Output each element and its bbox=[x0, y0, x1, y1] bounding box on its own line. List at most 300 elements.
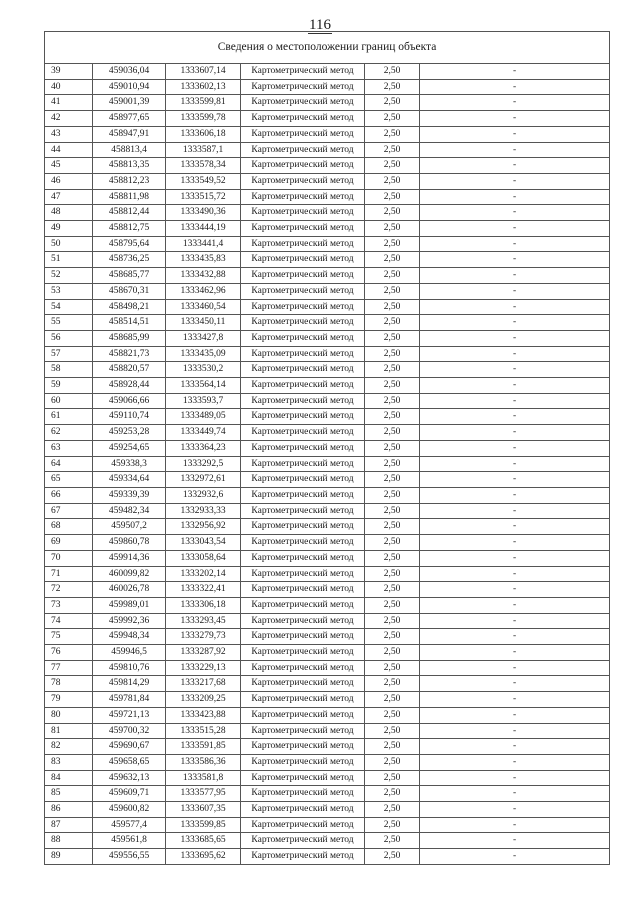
point-number-cell: 40 bbox=[45, 79, 93, 95]
description-cell: - bbox=[420, 519, 610, 535]
point-number-cell: 87 bbox=[45, 817, 93, 833]
description-cell: - bbox=[420, 723, 610, 739]
description-cell: - bbox=[420, 535, 610, 551]
description-cell: - bbox=[420, 189, 610, 205]
method-cell: Картометрический метод bbox=[241, 833, 365, 849]
accuracy-cell: 2,50 bbox=[365, 786, 420, 802]
x-coordinate-cell: 459992,36 bbox=[93, 613, 166, 629]
accuracy-cell: 2,50 bbox=[365, 378, 420, 394]
method-cell: Картометрический метод bbox=[241, 770, 365, 786]
point-number-cell: 60 bbox=[45, 393, 93, 409]
table-row bbox=[45, 645, 610, 661]
table-row bbox=[45, 535, 610, 551]
accuracy-cell: 2,50 bbox=[365, 770, 420, 786]
y-coordinate-cell: 1333423,88 bbox=[166, 707, 241, 723]
point-number-cell: 42 bbox=[45, 111, 93, 127]
y-coordinate-cell: 1333599,81 bbox=[166, 95, 241, 111]
table-row bbox=[45, 802, 610, 818]
description-cell: - bbox=[420, 111, 610, 127]
x-coordinate-cell: 459721,13 bbox=[93, 707, 166, 723]
table-row bbox=[45, 111, 610, 127]
x-coordinate-cell: 459338,3 bbox=[93, 456, 166, 472]
page-number-text: 116 bbox=[309, 17, 331, 33]
table-row bbox=[45, 315, 610, 331]
y-coordinate-cell: 1333490,36 bbox=[166, 205, 241, 221]
table-row bbox=[45, 487, 610, 503]
accuracy-cell: 2,50 bbox=[365, 158, 420, 174]
table-row bbox=[45, 786, 610, 802]
accuracy-cell: 2,50 bbox=[365, 142, 420, 158]
description-cell: - bbox=[420, 692, 610, 708]
description-cell: - bbox=[420, 487, 610, 503]
point-number-cell: 49 bbox=[45, 221, 93, 237]
y-coordinate-cell: 1333217,68 bbox=[166, 676, 241, 692]
x-coordinate-cell: 459066,66 bbox=[93, 393, 166, 409]
x-coordinate-cell: 458821,73 bbox=[93, 346, 166, 362]
accuracy-cell: 2,50 bbox=[365, 126, 420, 142]
table-row bbox=[45, 330, 610, 346]
y-coordinate-cell: 1333279,73 bbox=[166, 629, 241, 645]
x-coordinate-cell: 458947,91 bbox=[93, 126, 166, 142]
table-row bbox=[45, 660, 610, 676]
point-number-cell: 89 bbox=[45, 849, 93, 865]
table-title: Сведения о местоположении границ объекта bbox=[45, 32, 610, 64]
accuracy-cell: 2,50 bbox=[365, 723, 420, 739]
description-cell: - bbox=[420, 456, 610, 472]
method-cell: Картометрический метод bbox=[241, 268, 365, 284]
method-cell: Картометрический метод bbox=[241, 786, 365, 802]
table-row bbox=[45, 692, 610, 708]
table-row bbox=[45, 425, 610, 441]
point-number-cell: 79 bbox=[45, 692, 93, 708]
point-number-cell: 81 bbox=[45, 723, 93, 739]
description-cell: - bbox=[420, 252, 610, 268]
x-coordinate-cell: 458812,75 bbox=[93, 221, 166, 237]
point-number-cell: 55 bbox=[45, 315, 93, 331]
description-cell: - bbox=[420, 754, 610, 770]
table-row bbox=[45, 221, 610, 237]
method-cell: Картометрический метод bbox=[241, 440, 365, 456]
accuracy-cell: 2,50 bbox=[365, 252, 420, 268]
x-coordinate-cell: 459609,71 bbox=[93, 786, 166, 802]
description-cell: - bbox=[420, 315, 610, 331]
table-row bbox=[45, 676, 610, 692]
table-row bbox=[45, 236, 610, 252]
y-coordinate-cell: 1333599,85 bbox=[166, 817, 241, 833]
accuracy-cell: 2,50 bbox=[365, 754, 420, 770]
description-cell: - bbox=[420, 786, 610, 802]
description-cell: - bbox=[420, 378, 610, 394]
y-coordinate-cell: 1333058,64 bbox=[166, 550, 241, 566]
point-number-cell: 73 bbox=[45, 597, 93, 613]
accuracy-cell: 2,50 bbox=[365, 330, 420, 346]
method-cell: Картометрический метод bbox=[241, 550, 365, 566]
x-coordinate-cell: 458977,65 bbox=[93, 111, 166, 127]
table-row bbox=[45, 456, 610, 472]
description-cell: - bbox=[420, 142, 610, 158]
point-number-cell: 63 bbox=[45, 440, 93, 456]
point-number-cell: 82 bbox=[45, 739, 93, 755]
point-number-cell: 62 bbox=[45, 425, 93, 441]
description-cell: - bbox=[420, 660, 610, 676]
accuracy-cell: 2,50 bbox=[365, 425, 420, 441]
point-number-cell: 52 bbox=[45, 268, 93, 284]
accuracy-cell: 2,50 bbox=[365, 739, 420, 755]
table-row bbox=[45, 378, 610, 394]
table-row bbox=[45, 126, 610, 142]
point-number-cell: 58 bbox=[45, 362, 93, 378]
point-number-cell: 85 bbox=[45, 786, 93, 802]
y-coordinate-cell: 1333606,18 bbox=[166, 126, 241, 142]
y-coordinate-cell: 1333607,14 bbox=[166, 64, 241, 80]
description-cell: - bbox=[420, 409, 610, 425]
accuracy-cell: 2,50 bbox=[365, 519, 420, 535]
x-coordinate-cell: 459110,74 bbox=[93, 409, 166, 425]
description-cell: - bbox=[420, 770, 610, 786]
point-number-cell: 41 bbox=[45, 95, 93, 111]
y-coordinate-cell: 1333577,95 bbox=[166, 786, 241, 802]
x-coordinate-cell: 458813,4 bbox=[93, 142, 166, 158]
method-cell: Картометрический метод bbox=[241, 676, 365, 692]
table-row bbox=[45, 817, 610, 833]
description-cell: - bbox=[420, 362, 610, 378]
method-cell: Картометрический метод bbox=[241, 629, 365, 645]
y-coordinate-cell: 1333209,25 bbox=[166, 692, 241, 708]
description-cell: - bbox=[420, 613, 610, 629]
description-cell: - bbox=[420, 472, 610, 488]
y-coordinate-cell: 1333293,45 bbox=[166, 613, 241, 629]
accuracy-cell: 2,50 bbox=[365, 535, 420, 551]
method-cell: Картометрический метод bbox=[241, 205, 365, 221]
table-row bbox=[45, 849, 610, 865]
y-coordinate-cell: 1333586,36 bbox=[166, 754, 241, 770]
point-number-cell: 56 bbox=[45, 330, 93, 346]
y-coordinate-cell: 1333435,83 bbox=[166, 252, 241, 268]
table-row bbox=[45, 393, 610, 409]
x-coordinate-cell: 458685,99 bbox=[93, 330, 166, 346]
method-cell: Картометрический метод bbox=[241, 613, 365, 629]
point-number-cell: 88 bbox=[45, 833, 93, 849]
accuracy-cell: 2,50 bbox=[365, 268, 420, 284]
x-coordinate-cell: 459989,01 bbox=[93, 597, 166, 613]
point-number-cell: 51 bbox=[45, 252, 93, 268]
point-number-cell: 84 bbox=[45, 770, 93, 786]
x-coordinate-cell: 458795,64 bbox=[93, 236, 166, 252]
method-cell: Картометрический метод bbox=[241, 645, 365, 661]
method-cell: Картометрический метод bbox=[241, 252, 365, 268]
method-cell: Картометрический метод bbox=[241, 472, 365, 488]
description-cell: - bbox=[420, 802, 610, 818]
table-row bbox=[45, 409, 610, 425]
table-row bbox=[45, 346, 610, 362]
description-cell: - bbox=[420, 158, 610, 174]
point-number-cell: 66 bbox=[45, 487, 93, 503]
y-coordinate-cell: 1333427,8 bbox=[166, 330, 241, 346]
x-coordinate-cell: 459253,28 bbox=[93, 425, 166, 441]
description-cell: - bbox=[420, 221, 610, 237]
x-coordinate-cell: 458670,31 bbox=[93, 283, 166, 299]
point-number-cell: 71 bbox=[45, 566, 93, 582]
method-cell: Картометрический метод bbox=[241, 283, 365, 299]
description-cell: - bbox=[420, 503, 610, 519]
point-number-cell: 70 bbox=[45, 550, 93, 566]
description-cell: - bbox=[420, 330, 610, 346]
table-row bbox=[45, 95, 610, 111]
x-coordinate-cell: 459700,32 bbox=[93, 723, 166, 739]
table-row bbox=[45, 723, 610, 739]
accuracy-cell: 2,50 bbox=[365, 221, 420, 237]
table-row bbox=[45, 472, 610, 488]
x-coordinate-cell: 459482,34 bbox=[93, 503, 166, 519]
accuracy-cell: 2,50 bbox=[365, 456, 420, 472]
x-coordinate-cell: 459781,84 bbox=[93, 692, 166, 708]
table-row bbox=[45, 158, 610, 174]
point-number-cell: 78 bbox=[45, 676, 93, 692]
x-coordinate-cell: 458514,51 bbox=[93, 315, 166, 331]
boundary-coordinates-table bbox=[44, 31, 610, 865]
method-cell: Картометрический метод bbox=[241, 142, 365, 158]
table-row bbox=[45, 770, 610, 786]
x-coordinate-cell: 459600,82 bbox=[93, 802, 166, 818]
point-number-cell: 57 bbox=[45, 346, 93, 362]
x-coordinate-cell: 458685,77 bbox=[93, 268, 166, 284]
method-cell: Картометрический метод bbox=[241, 692, 365, 708]
method-cell: Картометрический метод bbox=[241, 817, 365, 833]
point-number-cell: 48 bbox=[45, 205, 93, 221]
point-number-cell: 83 bbox=[45, 754, 93, 770]
accuracy-cell: 2,50 bbox=[365, 236, 420, 252]
accuracy-cell: 2,50 bbox=[365, 692, 420, 708]
accuracy-cell: 2,50 bbox=[365, 566, 420, 582]
method-cell: Картометрический метод bbox=[241, 221, 365, 237]
description-cell: - bbox=[420, 582, 610, 598]
point-number-cell: 47 bbox=[45, 189, 93, 205]
x-coordinate-cell: 459814,29 bbox=[93, 676, 166, 692]
accuracy-cell: 2,50 bbox=[365, 173, 420, 189]
method-cell: Картометрический метод bbox=[241, 456, 365, 472]
point-number-cell: 45 bbox=[45, 158, 93, 174]
table-row bbox=[45, 629, 610, 645]
accuracy-cell: 2,50 bbox=[365, 487, 420, 503]
point-number-cell: 39 bbox=[45, 64, 93, 80]
x-coordinate-cell: 459507,2 bbox=[93, 519, 166, 535]
method-cell: Картометрический метод bbox=[241, 189, 365, 205]
y-coordinate-cell: 1333591,85 bbox=[166, 739, 241, 755]
accuracy-cell: 2,50 bbox=[365, 802, 420, 818]
accuracy-cell: 2,50 bbox=[365, 393, 420, 409]
x-coordinate-cell: 459001,39 bbox=[93, 95, 166, 111]
table-row bbox=[45, 597, 610, 613]
point-number-cell: 46 bbox=[45, 173, 93, 189]
x-coordinate-cell: 459556,55 bbox=[93, 849, 166, 865]
table-row bbox=[45, 283, 610, 299]
point-number-cell: 86 bbox=[45, 802, 93, 818]
x-coordinate-cell: 459561,8 bbox=[93, 833, 166, 849]
y-coordinate-cell: 1333460,54 bbox=[166, 299, 241, 315]
point-number-cell: 64 bbox=[45, 456, 93, 472]
method-cell: Картометрический метод bbox=[241, 173, 365, 189]
x-coordinate-cell: 459810,76 bbox=[93, 660, 166, 676]
x-coordinate-cell: 459860,78 bbox=[93, 535, 166, 551]
description-cell: - bbox=[420, 550, 610, 566]
table-row bbox=[45, 550, 610, 566]
description-cell: - bbox=[420, 739, 610, 755]
accuracy-cell: 2,50 bbox=[365, 849, 420, 865]
description-cell: - bbox=[420, 597, 610, 613]
method-cell: Картометрический метод bbox=[241, 849, 365, 865]
accuracy-cell: 2,50 bbox=[365, 64, 420, 80]
point-number-cell: 80 bbox=[45, 707, 93, 723]
y-coordinate-cell: 1333581,8 bbox=[166, 770, 241, 786]
x-coordinate-cell: 459632,13 bbox=[93, 770, 166, 786]
x-coordinate-cell: 459334,64 bbox=[93, 472, 166, 488]
x-coordinate-cell: 459914,36 bbox=[93, 550, 166, 566]
y-coordinate-cell: 1333489,05 bbox=[166, 409, 241, 425]
point-number-cell: 43 bbox=[45, 126, 93, 142]
x-coordinate-cell: 459690,67 bbox=[93, 739, 166, 755]
description-cell: - bbox=[420, 645, 610, 661]
point-number-cell: 65 bbox=[45, 472, 93, 488]
description-cell: - bbox=[420, 676, 610, 692]
description-cell: - bbox=[420, 817, 610, 833]
accuracy-cell: 2,50 bbox=[365, 817, 420, 833]
method-cell: Картометрический метод bbox=[241, 566, 365, 582]
table-row bbox=[45, 519, 610, 535]
table-row bbox=[45, 252, 610, 268]
method-cell: Картометрический метод bbox=[241, 79, 365, 95]
x-coordinate-cell: 460099,82 bbox=[93, 566, 166, 582]
y-coordinate-cell: 1333449,74 bbox=[166, 425, 241, 441]
point-number-cell: 72 bbox=[45, 582, 93, 598]
table-row bbox=[45, 833, 610, 849]
point-number-cell: 61 bbox=[45, 409, 93, 425]
method-cell: Картометрический метод bbox=[241, 487, 365, 503]
accuracy-cell: 2,50 bbox=[365, 660, 420, 676]
table-row bbox=[45, 440, 610, 456]
y-coordinate-cell: 1333435,09 bbox=[166, 346, 241, 362]
x-coordinate-cell: 458820,57 bbox=[93, 362, 166, 378]
x-coordinate-cell: 458498,21 bbox=[93, 299, 166, 315]
accuracy-cell: 2,50 bbox=[365, 833, 420, 849]
y-coordinate-cell: 1333306,18 bbox=[166, 597, 241, 613]
x-coordinate-cell: 459948,34 bbox=[93, 629, 166, 645]
method-cell: Картометрический метод bbox=[241, 346, 365, 362]
accuracy-cell: 2,50 bbox=[365, 503, 420, 519]
description-cell: - bbox=[420, 236, 610, 252]
accuracy-cell: 2,50 bbox=[365, 629, 420, 645]
description-cell: - bbox=[420, 173, 610, 189]
description-cell: - bbox=[420, 393, 610, 409]
table-row bbox=[45, 205, 610, 221]
point-number-cell: 69 bbox=[45, 535, 93, 551]
x-coordinate-cell: 459946,5 bbox=[93, 645, 166, 661]
table-row bbox=[45, 64, 610, 80]
description-cell: - bbox=[420, 849, 610, 865]
table-row bbox=[45, 707, 610, 723]
x-coordinate-cell: 459577,4 bbox=[93, 817, 166, 833]
description-cell: - bbox=[420, 299, 610, 315]
point-number-cell: 54 bbox=[45, 299, 93, 315]
x-coordinate-cell: 459036,04 bbox=[93, 64, 166, 80]
x-coordinate-cell: 458812,44 bbox=[93, 205, 166, 221]
point-number-cell: 74 bbox=[45, 613, 93, 629]
x-coordinate-cell: 458736,25 bbox=[93, 252, 166, 268]
table-body bbox=[45, 64, 610, 865]
accuracy-cell: 2,50 bbox=[365, 472, 420, 488]
y-coordinate-cell: 1333364,23 bbox=[166, 440, 241, 456]
method-cell: Картометрический метод bbox=[241, 362, 365, 378]
x-coordinate-cell: 458928,44 bbox=[93, 378, 166, 394]
description-cell: - bbox=[420, 283, 610, 299]
method-cell: Картометрический метод bbox=[241, 754, 365, 770]
description-cell: - bbox=[420, 64, 610, 80]
y-coordinate-cell: 1333322,41 bbox=[166, 582, 241, 598]
table-row bbox=[45, 268, 610, 284]
point-number-cell: 50 bbox=[45, 236, 93, 252]
method-cell: Картометрический метод bbox=[241, 425, 365, 441]
x-coordinate-cell: 459254,65 bbox=[93, 440, 166, 456]
y-coordinate-cell: 1333564,14 bbox=[166, 378, 241, 394]
accuracy-cell: 2,50 bbox=[365, 613, 420, 629]
description-cell: - bbox=[420, 95, 610, 111]
table-row bbox=[45, 142, 610, 158]
table-row bbox=[45, 362, 610, 378]
accuracy-cell: 2,50 bbox=[365, 409, 420, 425]
accuracy-cell: 2,50 bbox=[365, 676, 420, 692]
description-cell: - bbox=[420, 205, 610, 221]
x-coordinate-cell: 458811,98 bbox=[93, 189, 166, 205]
y-coordinate-cell: 1333578,34 bbox=[166, 158, 241, 174]
method-cell: Картометрический метод bbox=[241, 126, 365, 142]
table-row bbox=[45, 754, 610, 770]
accuracy-cell: 2,50 bbox=[365, 205, 420, 221]
method-cell: Картометрический метод bbox=[241, 723, 365, 739]
accuracy-cell: 2,50 bbox=[365, 189, 420, 205]
y-coordinate-cell: 1333462,96 bbox=[166, 283, 241, 299]
method-cell: Картометрический метод bbox=[241, 660, 365, 676]
method-cell: Картометрический метод bbox=[241, 707, 365, 723]
x-coordinate-cell: 460026,78 bbox=[93, 582, 166, 598]
point-number-cell: 68 bbox=[45, 519, 93, 535]
method-cell: Картометрический метод bbox=[241, 378, 365, 394]
y-coordinate-cell: 1333450,11 bbox=[166, 315, 241, 331]
description-cell: - bbox=[420, 425, 610, 441]
accuracy-cell: 2,50 bbox=[365, 362, 420, 378]
accuracy-cell: 2,50 bbox=[365, 707, 420, 723]
accuracy-cell: 2,50 bbox=[365, 95, 420, 111]
description-cell: - bbox=[420, 629, 610, 645]
description-cell: - bbox=[420, 126, 610, 142]
point-number-cell: 67 bbox=[45, 503, 93, 519]
method-cell: Картометрический метод bbox=[241, 802, 365, 818]
method-cell: Картометрический метод bbox=[241, 64, 365, 80]
y-coordinate-cell: 1333444,19 bbox=[166, 221, 241, 237]
method-cell: Картометрический метод bbox=[241, 111, 365, 127]
table-row bbox=[45, 189, 610, 205]
method-cell: Картометрический метод bbox=[241, 739, 365, 755]
x-coordinate-cell: 459010,94 bbox=[93, 79, 166, 95]
y-coordinate-cell: 1332956,92 bbox=[166, 519, 241, 535]
y-coordinate-cell: 1333229,13 bbox=[166, 660, 241, 676]
description-cell: - bbox=[420, 566, 610, 582]
description-cell: - bbox=[420, 268, 610, 284]
table-header-row bbox=[45, 32, 610, 64]
x-coordinate-cell: 459339,39 bbox=[93, 487, 166, 503]
method-cell: Картометрический метод bbox=[241, 236, 365, 252]
method-cell: Картометрический метод bbox=[241, 393, 365, 409]
point-number-cell: 75 bbox=[45, 629, 93, 645]
accuracy-cell: 2,50 bbox=[365, 645, 420, 661]
